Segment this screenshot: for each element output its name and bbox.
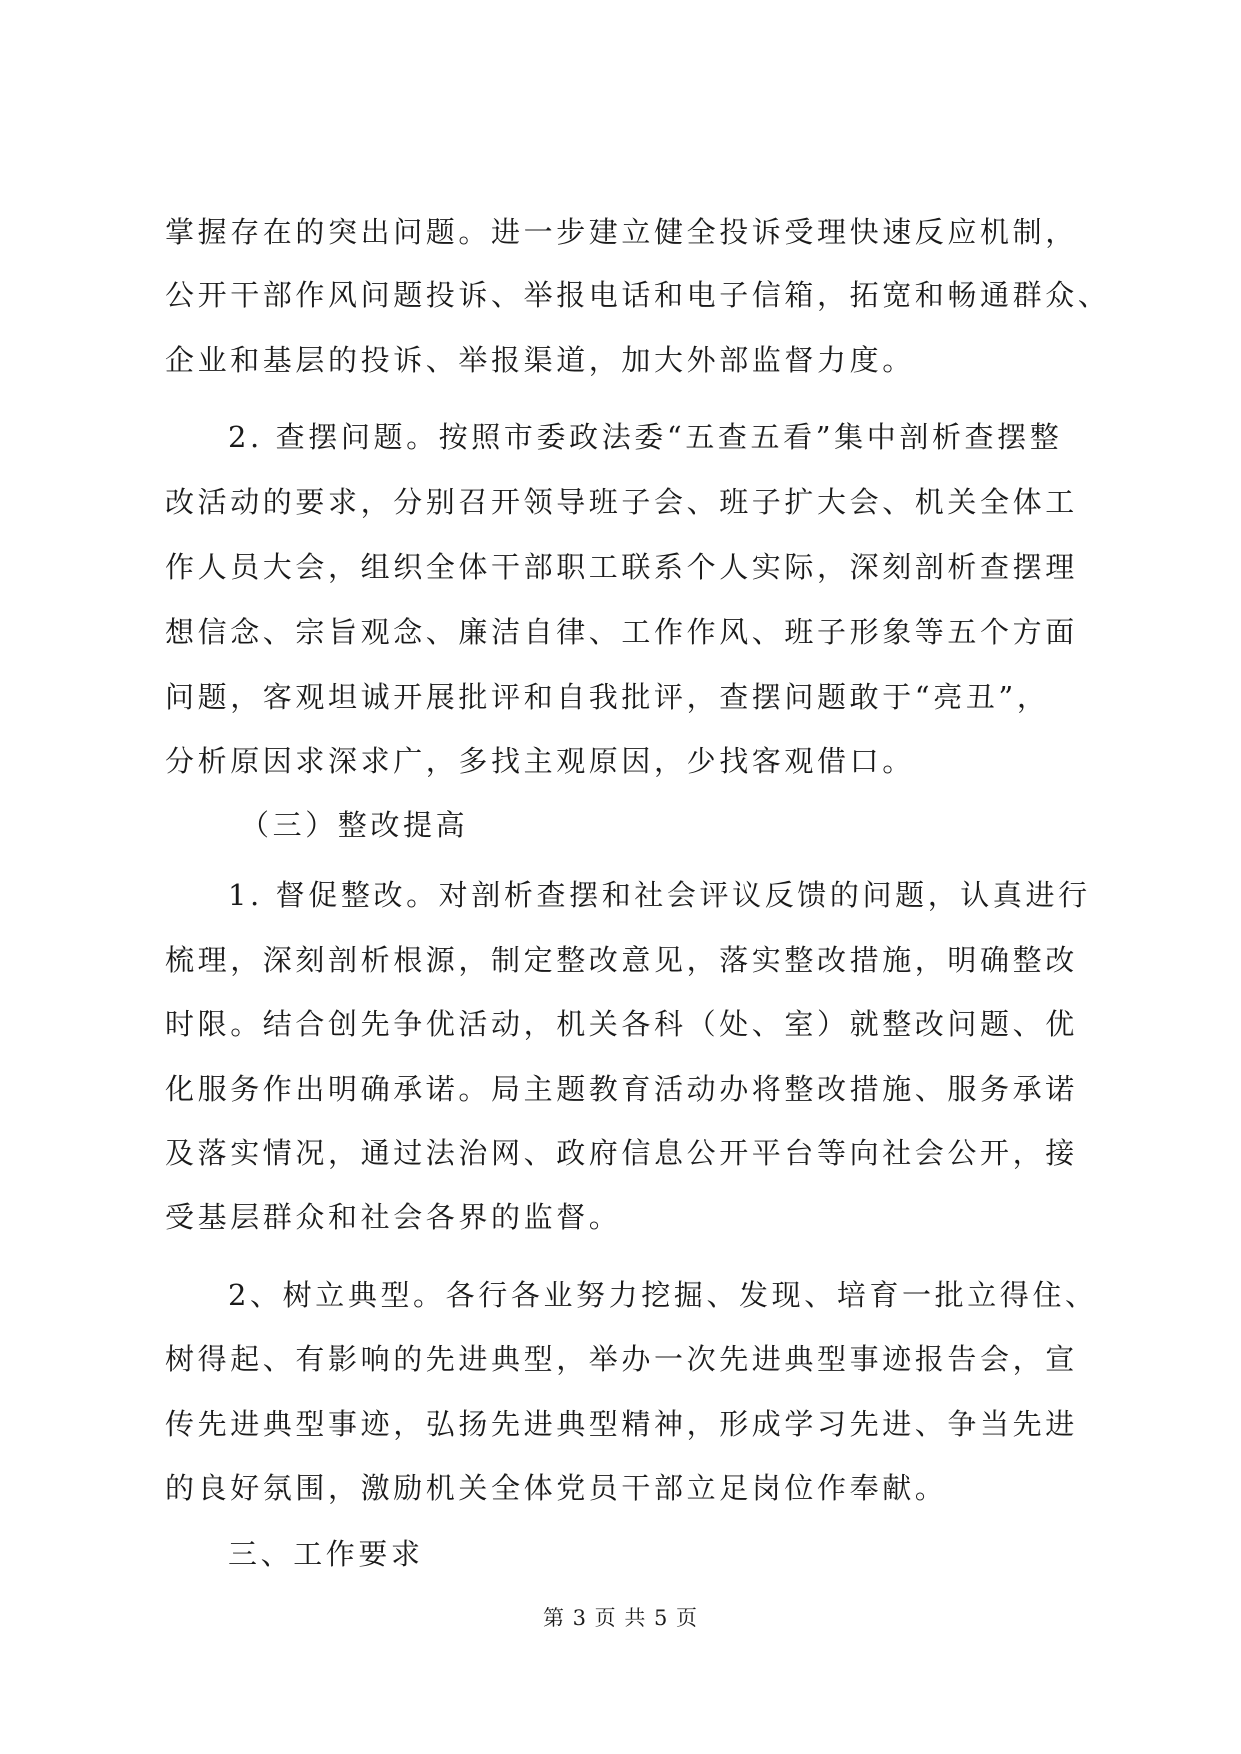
text-line: 及落实情况，通过法治网、政府信息公开平台等向社会公开，接 (165, 1136, 1078, 1170)
text-line: 的良好氛围，激励机关全体党员干部立足岗位作奉献。 (165, 1471, 948, 1505)
section-heading: 三、工作要求 (228, 1537, 424, 1571)
text-line: 企业和基层的投诉、举报渠道，加大外部监督力度。 (165, 343, 915, 377)
text-line: 分析原因求深求广，多找主观原因，少找客观借口。 (165, 744, 915, 778)
text-line: 作人员大会，组织全体干部职工联系个人实际，深刻剖析查摆理 (165, 550, 1078, 584)
text-line: 想信念、宗旨观念、廉洁自律、工作作风、班子形象等五个方面 (165, 615, 1078, 649)
paragraph-heading-line: 2、树立典型。各行各业努力挖掘、发现、培育一批立得住、 (228, 1278, 1098, 1312)
text-line: 改活动的要求，分别召开领导班子会、班子扩大会、机关全体工 (165, 485, 1078, 519)
page-number-footer: 第 3 页 共 5 页 (542, 1606, 699, 1630)
section-heading: （三）整改提高 (240, 808, 469, 842)
text-line: 问题，客观坦诚开展批评和自我批评，查摆问题敢于“亮丑”， (165, 680, 1050, 714)
text-line: 时限。结合创先争优活动，机关各科（处、室）就整改问题、优 (165, 1007, 1078, 1041)
text-line: 受基层群众和社会各界的监督。 (165, 1200, 622, 1234)
paragraph-heading-line: 2. 查摆问题。按照市委政法委“五查五看”集中剖析查摆整 (228, 420, 1063, 454)
text-line: 传先进典型事迹，弘扬先进典型精神，形成学习先进、争当先进 (165, 1407, 1078, 1441)
text-line: 化服务作出明确承诺。局主题教育活动办将整改措施、服务承诺 (165, 1072, 1078, 1106)
text-line: 树得起、有影响的先进典型，举办一次先进典型事迹报告会，宣 (165, 1342, 1078, 1376)
text-line: 掌握存在的突出问题。进一步建立健全投诉受理快速反应机制， (165, 215, 1078, 249)
text-line: 梳理，深刻剖析根源，制定整改意见，落实整改措施，明确整改 (165, 943, 1078, 977)
paragraph-heading-line: 1. 督促整改。对剖析查摆和社会评议反馈的问题，认真进行 (228, 878, 1091, 912)
text-line: 公开干部作风问题投诉、举报电话和电子信箱，拓宽和畅通群众、 (165, 278, 1111, 312)
